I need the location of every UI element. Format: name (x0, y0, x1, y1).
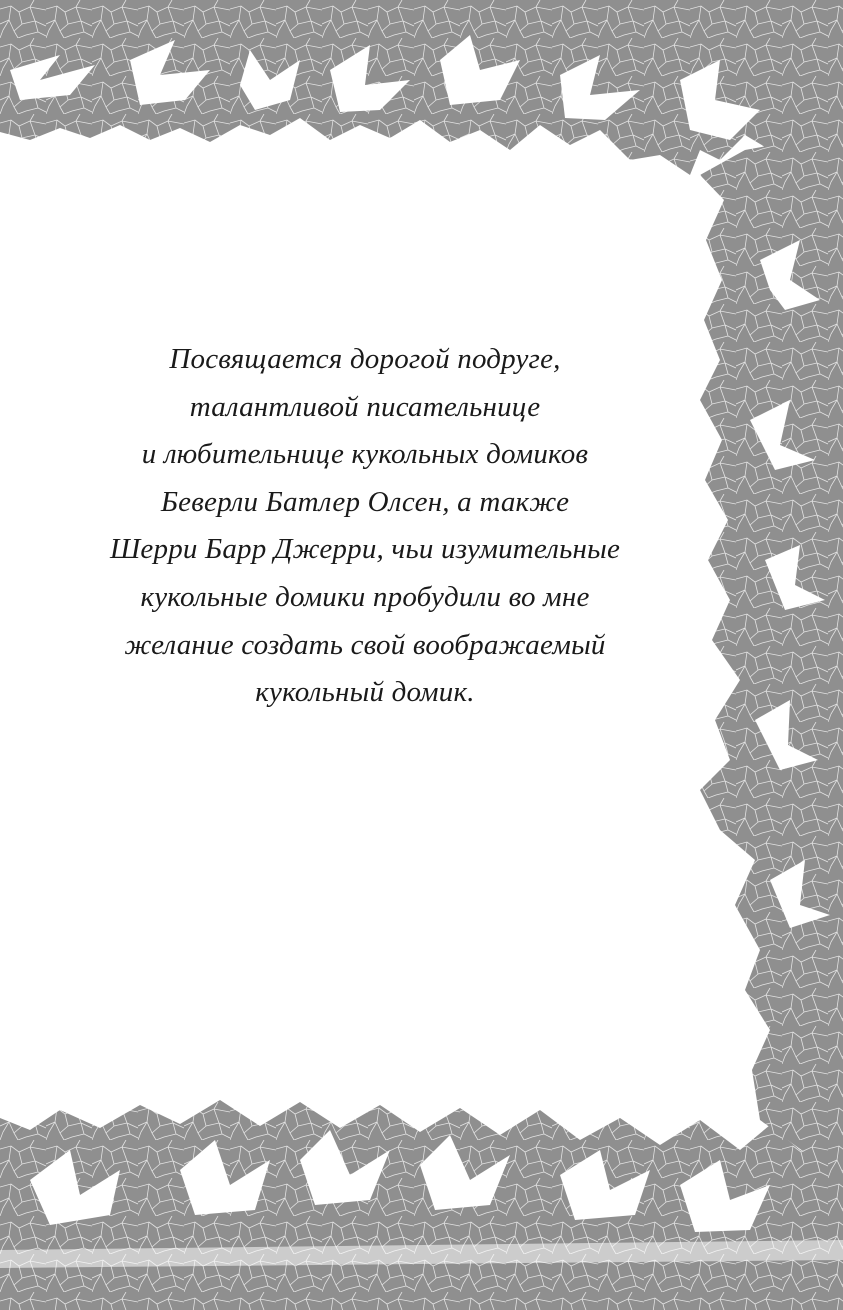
dedication-line: Беверли Батлер Олсен, а также (160, 485, 570, 518)
dedication-line: желание создать свой воображаемый (124, 628, 606, 661)
dedication-line: кукольный домик. (255, 676, 475, 709)
dedication-line: Шерри Барр Джерри, чьи изумительные (109, 533, 621, 566)
dedication-line: и любительнице кукольных домиков (141, 438, 589, 471)
dedication-line: Посвящается дорогой подруге, (169, 343, 561, 375)
dedication-line: талантливой писательнице (189, 390, 541, 423)
dedication-text (60, 336, 670, 717)
dedication-line: кукольные домики пробудили во мне (140, 580, 590, 613)
